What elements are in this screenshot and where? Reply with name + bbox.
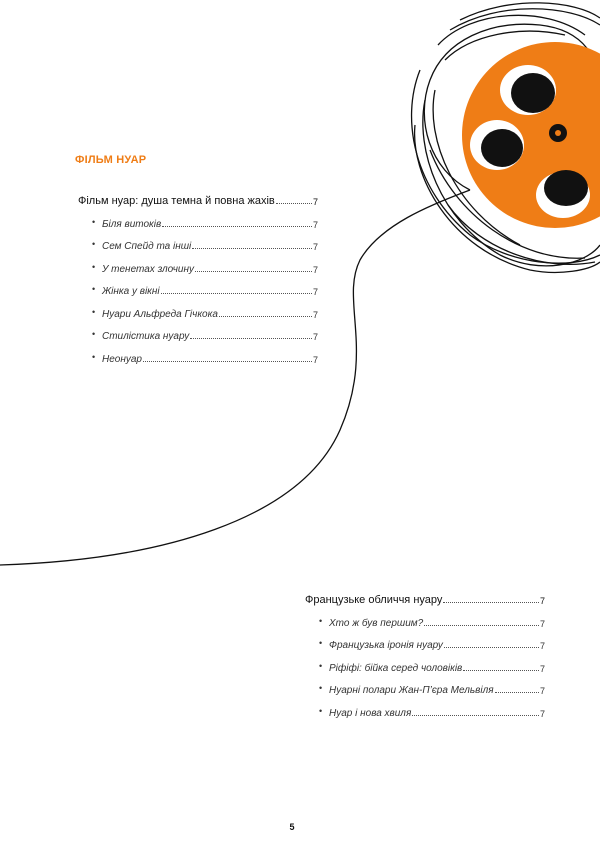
- toc-page-number: 7: [312, 197, 318, 207]
- toc-leader: [463, 669, 539, 671]
- toc-item[interactable]: [305, 674, 545, 697]
- toc-item-label: Біля витоків: [102, 218, 162, 230]
- toc-chapter[interactable]: [305, 582, 545, 606]
- toc-item[interactable]: [78, 252, 318, 275]
- toc-page-number: 7: [539, 708, 545, 719]
- section-title: ФІЛЬМ НУАР: [75, 154, 147, 166]
- toc-leader: [219, 315, 312, 317]
- toc-page-number: 7: [312, 354, 318, 365]
- bullet-icon: •: [92, 329, 96, 339]
- toc-item[interactable]: [305, 606, 545, 629]
- toc-item-label: Хто ж був першим?: [329, 617, 424, 629]
- toc-item[interactable]: [78, 320, 318, 343]
- toc-item-label: Ріфіфі: бійка серед чоловіків: [329, 662, 463, 674]
- toc-item[interactable]: [78, 297, 318, 320]
- bullet-icon: •: [319, 705, 323, 716]
- toc-leader: [192, 247, 312, 249]
- toc-item[interactable]: [305, 651, 545, 674]
- toc-page-number: 7: [312, 332, 318, 342]
- bullet-icon: •: [319, 683, 323, 693]
- toc-leader: [161, 292, 312, 294]
- toc-item[interactable]: [78, 275, 318, 298]
- toc-page-number: 7: [312, 264, 318, 275]
- bullet-icon: •: [92, 351, 96, 362]
- toc-page-number: 7: [539, 686, 545, 696]
- toc-page-number: 7: [312, 287, 318, 297]
- toc-leader: [495, 691, 539, 693]
- toc-group-noir: [78, 183, 318, 365]
- toc-item[interactable]: [305, 696, 545, 719]
- bullet-icon: •: [319, 615, 323, 626]
- toc-chapter-title: Фільм нуар: душа темна й повна жахів: [78, 195, 275, 207]
- toc-item-label: Стилістика нуару: [102, 331, 190, 342]
- toc-group-french: [305, 582, 545, 719]
- page-number: 5: [289, 822, 295, 832]
- toc-page-number: 7: [539, 663, 545, 674]
- toc-leader: [444, 646, 539, 648]
- toc-leader: [424, 624, 539, 626]
- toc-page-number: 7: [539, 641, 545, 651]
- bullet-icon: •: [319, 660, 323, 671]
- bullet-icon: •: [319, 638, 323, 648]
- toc-leader: [190, 337, 312, 339]
- toc-page-number: 7: [539, 596, 545, 606]
- bullet-icon: •: [92, 261, 96, 272]
- bullet-icon: •: [92, 216, 96, 227]
- toc-page-number: 7: [312, 309, 318, 320]
- toc-item-label: Нуарні полари Жан-П’єра Мельвіля: [329, 685, 494, 696]
- toc-item[interactable]: [78, 207, 318, 230]
- toc-chapter[interactable]: [78, 183, 318, 207]
- toc-leader: [162, 225, 312, 227]
- toc-item[interactable]: [305, 629, 545, 652]
- toc-item-label: Нуар і нова хвиля: [329, 707, 412, 719]
- toc-page-number: 7: [312, 219, 318, 230]
- toc-leader: [143, 360, 312, 362]
- toc-leader: [195, 270, 312, 272]
- toc-leader: [443, 601, 539, 603]
- toc-item-label: Нуари Альфреда Гічкока: [102, 308, 218, 320]
- toc-item[interactable]: [78, 230, 318, 253]
- bullet-icon: •: [92, 306, 96, 317]
- toc-item-label: Жінка у вікні: [102, 286, 160, 297]
- toc-item-label: Французька іронія нуару: [329, 640, 443, 651]
- toc-item[interactable]: [78, 342, 318, 365]
- film-reel-icon: [462, 42, 600, 228]
- toc-page-number: 7: [312, 242, 318, 252]
- toc-leader: [412, 714, 539, 716]
- toc-item-label: Неонуар: [102, 353, 142, 365]
- toc-item-label: Сем Спейд та інші: [102, 241, 192, 252]
- toc-leader: [276, 202, 312, 204]
- bullet-icon: •: [92, 239, 96, 249]
- bullet-icon: •: [92, 284, 96, 294]
- toc-chapter-title: Французьке обличчя нуару: [305, 594, 443, 606]
- toc-item-label: У тенетах злочину: [102, 263, 194, 275]
- toc-page-number: 7: [539, 618, 545, 629]
